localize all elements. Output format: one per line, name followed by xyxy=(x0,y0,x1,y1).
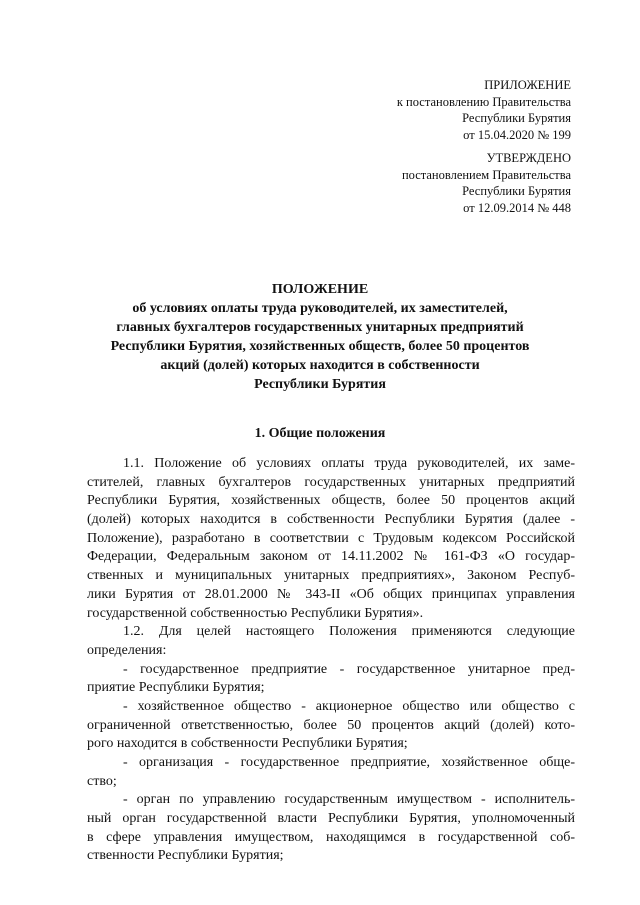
text-line: ство; xyxy=(87,773,117,789)
text-line: государственной собственностью Республики Бурятия». xyxy=(87,605,424,621)
approved-line-2: Республики Бурятия xyxy=(462,184,571,198)
approved-line-3: от 12.09.2014 № 448 xyxy=(463,200,571,215)
text-line: ограниченной ответственностью, более 50 процентов акций (долей) кото- xyxy=(87,717,575,733)
document-title xyxy=(0,280,640,394)
appendix-block xyxy=(397,77,571,143)
text-line: (долей) которых находится в собственности Республики Бурятия (далее - xyxy=(87,512,575,528)
text-line: Федерации, Федеральным законом от 14.11.2002 № 161-ФЗ «О государ- xyxy=(87,549,575,565)
text-line: лики Бурятия от 28.01.2000 № 343-II «Об общих принципах управления xyxy=(87,586,575,602)
text-line: стителей, главных бухгалтеров государственных унитарных предприятий xyxy=(87,474,575,490)
approved-label: УТВЕРЖДЕНО xyxy=(486,151,571,165)
text-line: - хозяйственное общество - акционерное общество или общество с xyxy=(123,698,575,714)
appendix-label: ПРИЛОЖЕНИЕ xyxy=(484,78,571,92)
text-line: ный орган государственной власти Республики Бурятия, уполномоченный xyxy=(87,811,575,827)
text-line: 1.2. Для целей настоящего Положения применяются следующие xyxy=(123,624,575,640)
text-line: Положение), разработано в соответствии с Трудовым кодексом Российской xyxy=(87,530,575,546)
title-line-5: акций (долей) которых находится в собственности xyxy=(160,358,480,373)
section-heading: 1. Общие положения xyxy=(254,426,386,441)
appendix-line-2: Республики Бурятия xyxy=(462,111,571,125)
title-line-3: главных бухгалтеров государственных унитарных предприятий xyxy=(116,320,524,335)
text-line: приятие Республики Бурятия; xyxy=(87,680,265,696)
text-line: - государственное предприятие - государственное унитарное пред- xyxy=(123,661,575,677)
title-line-1: ПОЛОЖЕНИЕ xyxy=(271,282,369,297)
text-line: ственных и муниципальных унитарных предприятиях», Законом Респуб- xyxy=(87,568,575,584)
approved-block xyxy=(402,150,571,216)
text-line: рого находится в собственности Республики Бурятия; xyxy=(87,736,408,752)
body-text xyxy=(87,455,575,866)
title-line-6: Республики Бурятия xyxy=(254,377,386,392)
text-line: Республики Бурятия, хозяйственных обществ, более 50 процентов акций xyxy=(87,493,575,509)
text-line: - орган по управлению государственным имуществом - исполнитель- xyxy=(123,792,575,808)
title-line-4: Республики Бурятия, хозяйственных обществ, более 50 процентов xyxy=(110,339,530,354)
approved-line-1: постановлением Правительства xyxy=(401,167,571,182)
text-line: - организация - государственное предприятие, хозяйственное обще- xyxy=(123,755,575,770)
text-line: ственности Республики Бурятия; xyxy=(87,848,284,864)
text-line: определения: xyxy=(87,642,167,658)
text-line: в сфере управления имуществом, находящимся в государственной соб- xyxy=(87,829,575,845)
appendix-line-1: к постановлению Правительства xyxy=(396,94,571,109)
title-line-2: об условиях оплаты труда руководителей, их заместителей, xyxy=(132,301,508,316)
appendix-line-3: от 15.04.2020 № 199 xyxy=(463,127,571,142)
text-line: 1.1. Положение об условиях оплаты труда руководителей, их заме- xyxy=(123,456,575,471)
